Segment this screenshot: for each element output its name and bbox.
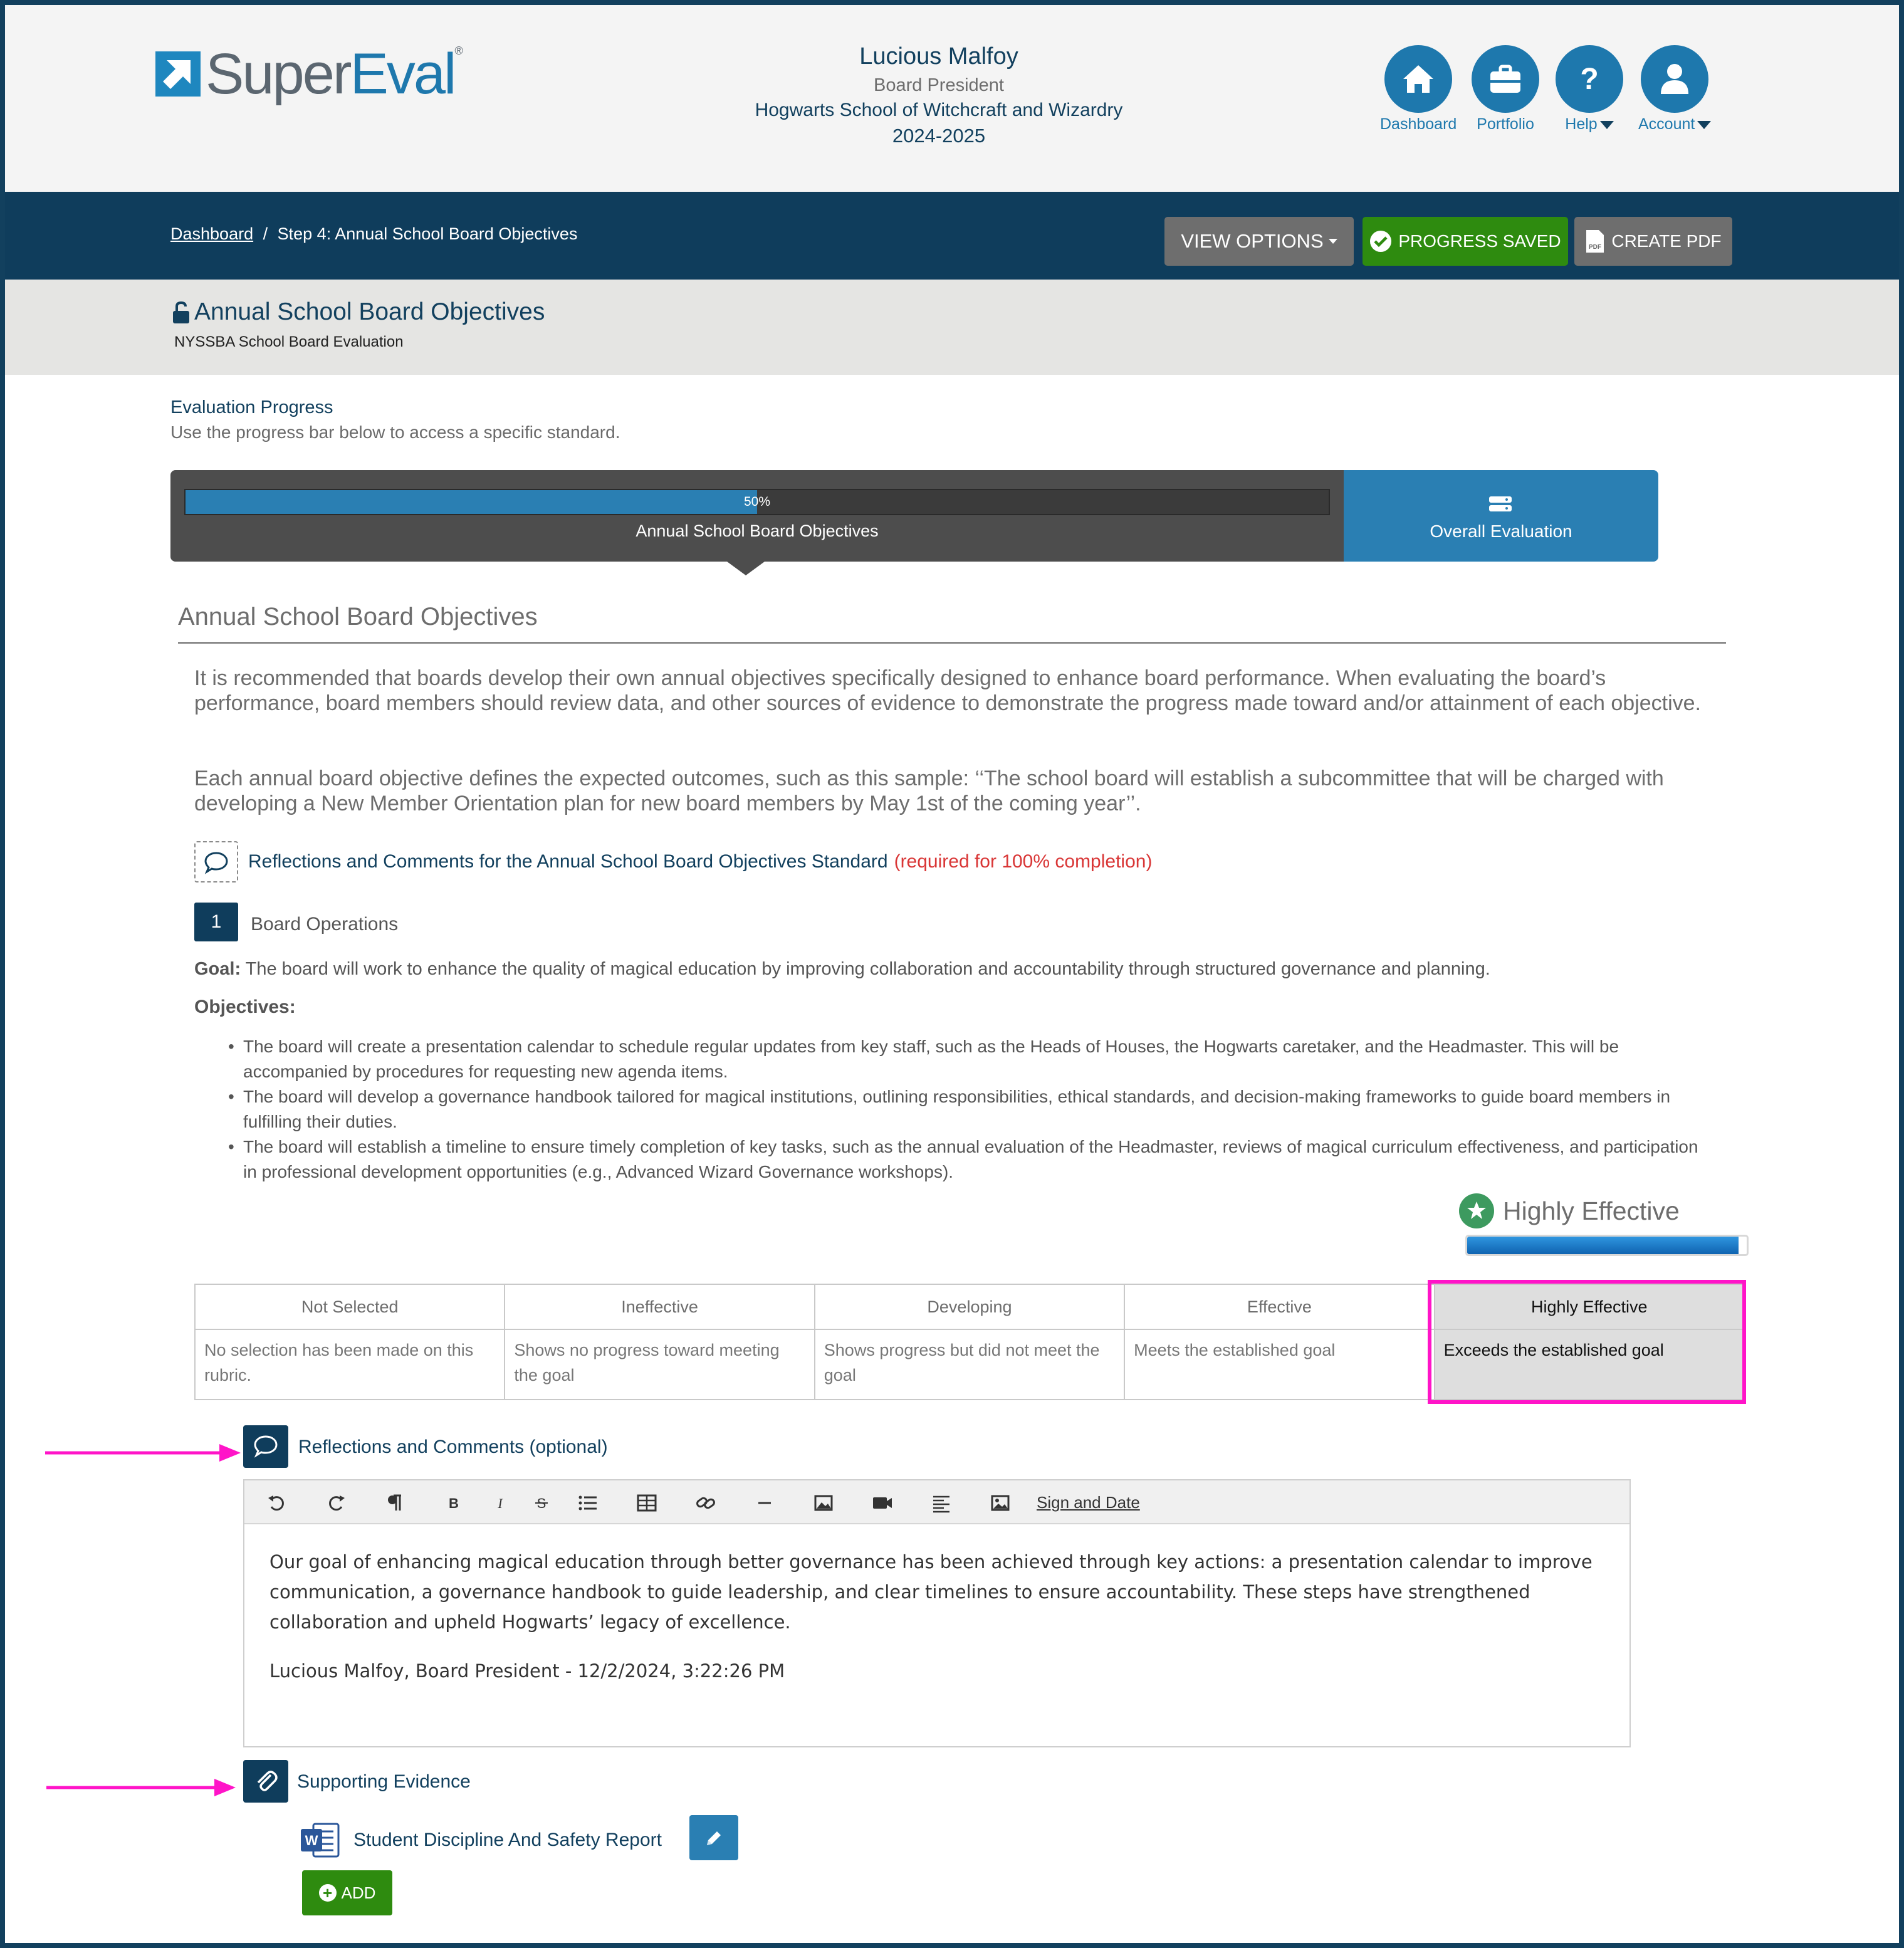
goal-body: The board will work to enhance the quality of magical education by improving collaboration and accountability through structured governance and planning. <box>241 959 1490 979</box>
add-evidence-label: ADD <box>341 1883 376 1902</box>
table-icon[interactable] <box>636 1492 658 1514</box>
editor-content[interactable] <box>244 1524 1629 1709</box>
rubric-cell-ineffective[interactable]: Shows no progress toward meeting the goal <box>505 1329 814 1400</box>
link-icon[interactable] <box>694 1492 717 1514</box>
rubric-cell-not-selected[interactable]: No selection has been made on this rubric. <box>195 1329 505 1400</box>
comment-icon <box>243 1425 288 1468</box>
objective-title: Board Operations <box>251 914 399 935</box>
top-header <box>5 5 1899 192</box>
rating-label: Highly Effective <box>1503 1196 1680 1225</box>
reflection-editor[interactable] <box>243 1479 1631 1747</box>
nav-account-label: Account <box>1638 115 1695 133</box>
nav-help[interactable] <box>1556 45 1623 134</box>
user-school: Hogwarts School of Witchcraft and Wizardry <box>755 100 1123 120</box>
progress-standard-label: Annual School Board Objectives <box>636 521 879 540</box>
progress-label: Evaluation Progress <box>170 397 333 417</box>
logo-mark-icon <box>155 51 201 97</box>
view-options-button[interactable] <box>1164 217 1354 266</box>
sign-and-date-link[interactable]: Sign and Date <box>1037 1493 1140 1512</box>
briefcase-icon <box>1472 45 1539 113</box>
chevron-down-icon <box>1600 121 1614 129</box>
check-circle-icon <box>1369 230 1392 253</box>
rating-badge <box>1459 1193 1680 1228</box>
italic-icon[interactable] <box>489 1492 511 1514</box>
bullet-list-icon[interactable] <box>577 1492 599 1514</box>
nav-account[interactable] <box>1638 45 1711 134</box>
progress-standard-tab[interactable] <box>170 470 1344 562</box>
add-evidence-button[interactable] <box>302 1870 392 1915</box>
user-name: Lucious Malfoy <box>859 43 1018 70</box>
breadcrumb <box>170 224 577 244</box>
word-file-icon <box>300 1821 341 1859</box>
evidence-item[interactable] <box>300 1821 662 1859</box>
section-title: Annual School Board Objectives <box>178 603 538 631</box>
edit-evidence-button[interactable] <box>689 1815 738 1860</box>
create-pdf-button[interactable] <box>1574 217 1732 266</box>
progress-pointer <box>727 562 765 575</box>
progress-saved-button[interactable] <box>1363 217 1568 266</box>
undo-icon[interactable] <box>266 1492 288 1514</box>
rating-bar-fill <box>1467 1237 1739 1254</box>
home-icon <box>1384 45 1452 113</box>
goal-label: Goal: <box>194 959 241 979</box>
chevron-down-icon <box>1697 121 1711 129</box>
rubric-header-effective[interactable]: Effective <box>1124 1284 1434 1329</box>
svg-text:PDF: PDF <box>1589 244 1602 251</box>
supporting-evidence-label: Supporting Evidence <box>297 1771 471 1792</box>
progress-track <box>184 489 1330 515</box>
standard-reflection-link[interactable] <box>194 841 1152 882</box>
objective-number: 1 <box>194 903 238 941</box>
create-pdf-label: CREATE PDF <box>1611 231 1722 251</box>
server-icon <box>1488 495 1513 513</box>
pdf-file-icon <box>1585 229 1605 254</box>
svg-text:W: W <box>305 1833 318 1848</box>
nav-dashboard[interactable] <box>1380 45 1457 134</box>
rubric-cell-highly-effective[interactable]: Exceeds the established goal <box>1435 1329 1744 1400</box>
question-icon <box>1556 45 1623 113</box>
annotation-arrow <box>44 1440 244 1465</box>
rubric-header-highly-effective[interactable]: Highly Effective <box>1435 1284 1744 1329</box>
rating-bar <box>1465 1235 1749 1256</box>
star-icon <box>1459 1193 1494 1228</box>
goal-text <box>194 959 1724 980</box>
svg-text:S: S <box>536 1495 547 1511</box>
evidence-file-name[interactable]: Student Discipline And Safety Report <box>353 1830 662 1850</box>
reflection-label: Reflections and Comments (optional) <box>298 1437 608 1457</box>
objectives-label: Objectives: <box>194 997 296 1017</box>
progress-percent: 50% <box>743 495 771 509</box>
paperclip-icon <box>243 1760 288 1803</box>
breadcrumb-current: Step 4: Annual School Board Objectives <box>277 224 578 243</box>
overall-evaluation-tab[interactable] <box>1344 470 1658 562</box>
breadcrumb-separator: / <box>263 224 268 243</box>
reflection-text: Our goal of enhancing magical education through better governance has been achieved through key actions: a presentation calendar to improve communication, a governance handbook to guide leadership, and clear timelines to ensure accountability. These steps have strengthened collaboration and upheld Hogwarts’ legacy of excellence. <box>269 1551 1593 1633</box>
align-left-icon[interactable] <box>930 1492 953 1514</box>
breadcrumb-dashboard-link[interactable]: Dashboard <box>170 224 254 243</box>
svg-text:?: ? <box>1580 63 1599 96</box>
user-role: Board President <box>874 75 1004 95</box>
pencil-icon <box>703 1828 724 1849</box>
page-frame <box>5 5 1899 1943</box>
overall-evaluation-label: Overall Evaluation <box>1430 521 1572 541</box>
strikethrough-icon[interactable] <box>530 1492 553 1514</box>
svg-text:I: I <box>498 1495 503 1511</box>
unlock-icon <box>172 301 191 325</box>
annotation-arrow <box>45 1775 239 1800</box>
editor-toolbar <box>244 1480 1629 1524</box>
rubric-header-ineffective[interactable]: Ineffective <box>505 1284 814 1329</box>
svg-text:B: B <box>449 1495 459 1511</box>
page-title: Annual School Board Objectives <box>194 298 545 325</box>
view-options-label: VIEW OPTIONS <box>1181 230 1324 252</box>
rubric-cell-developing[interactable]: Shows progress but did not meet the goal <box>815 1329 1124 1400</box>
selection-highlight <box>1428 1280 1746 1404</box>
user-info <box>751 40 1127 149</box>
nav-portfolio-label: Portfolio <box>1477 115 1534 133</box>
nav-dashboard-label: Dashboard <box>1380 115 1457 133</box>
image-gallery-icon[interactable] <box>989 1492 1012 1514</box>
standard-reflection-label: Reflections and Comments for the Annual School Board Objectives Standard <box>248 851 888 872</box>
reflection-signature: Lucious Malfoy, Board President - 12/2/2024, 3:22:26 PM <box>269 1660 785 1682</box>
redo-icon[interactable] <box>325 1492 347 1514</box>
image-icon[interactable] <box>812 1492 835 1514</box>
list-item: • The board will establish a timeline to ensure timely completion of key tasks, such as the annual evaluation of the Headmaster, reviews of magical curriculum effectiveness, and participation in professional development opportunities (e.g., Advanced Wizard Governance workshops). <box>243 1134 1710 1185</box>
title-strip <box>5 280 1899 375</box>
comment-icon <box>194 841 238 882</box>
rubric-header-developing[interactable]: Developing <box>815 1284 1124 1329</box>
rubric-header-not-selected[interactable]: Not Selected <box>195 1284 505 1329</box>
page-subtitle: NYSSBA School Board Evaluation <box>174 333 404 350</box>
required-note: (required for 100% completion) <box>894 851 1153 872</box>
progress-help-text: Use the progress bar below to access a specific standard. <box>170 422 620 442</box>
rubric-cell-effective[interactable]: Meets the established goal <box>1124 1329 1434 1400</box>
user-year: 2024-2025 <box>892 125 986 147</box>
logo-text: SuperEval® <box>206 42 463 106</box>
objective-list <box>243 1034 1710 1185</box>
list-item: • The board will develop a governance handbook tailored for magical institutions, outlining responsibilities, ethical standards, and decision-making frameworks to guide board members in fulfilling their duties. <box>243 1084 1710 1134</box>
sample-paragraph: Each annual board objective defines the expected outcomes, such as this sample: ‘‘The school board will establish a subcommittee that will be charged with developing a New Member Orientation plan for new board members by May 1st of the coming year’’. <box>194 767 1664 815</box>
nav-portfolio[interactable] <box>1472 45 1539 134</box>
progress-saved-label: PROGRESS SAVED <box>1398 231 1561 251</box>
paragraph-icon[interactable] <box>384 1492 406 1514</box>
plus-circle-icon: + <box>319 1884 337 1902</box>
superevall-logo[interactable] <box>155 42 463 106</box>
breadcrumb-bar <box>5 192 1899 280</box>
video-icon[interactable] <box>871 1492 894 1514</box>
chevron-down-icon <box>1329 239 1337 244</box>
nav-help-label: Help <box>1565 115 1598 133</box>
list-item: • The board will create a presentation calendar to schedule regular updates from key staff, such as the Heads of Houses, the Hogwarts caretaker, and the Headmaster. This will be accompanied by procedures for requesting new agenda items. <box>243 1034 1710 1084</box>
horizontal-rule-icon[interactable] <box>753 1492 776 1514</box>
bold-icon[interactable] <box>442 1492 465 1514</box>
user-icon <box>1641 45 1708 113</box>
section-divider <box>178 642 1726 644</box>
intro-paragraph: It is recommended that boards develop their own annual objectives specifically designed to enhance board performance. When evaluating the board’s performance, board members should review data, and other sources of evidence to demonstrate the progress made toward and/or attainment of each objective. <box>194 666 1702 715</box>
